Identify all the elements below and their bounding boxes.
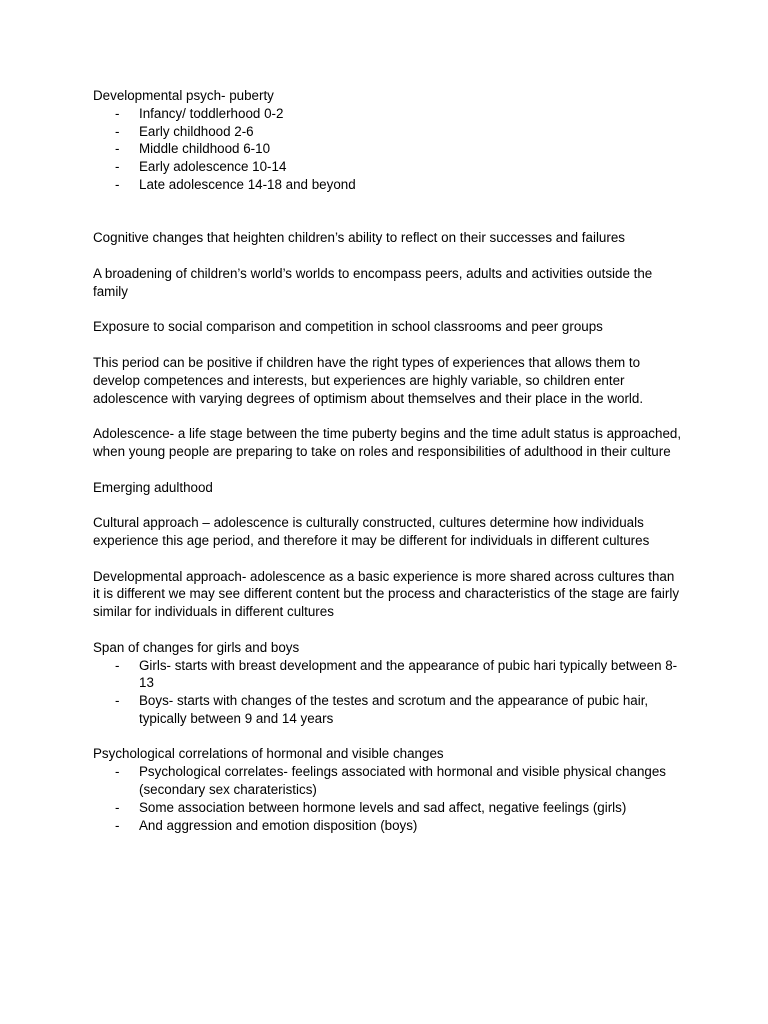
bullet-dash: - — [115, 141, 120, 157]
document-page — [93, 87, 683, 852]
span-item-text: Boys- starts with changes of the testes and scrotum and the appearance of pubic hair, typically between 9 and 14 years — [139, 693, 649, 726]
document-heading: Developmental psych- puberty — [93, 88, 274, 103]
paragraph-social-comparison: Exposure to social comparison and competition in school classrooms and peer groups — [93, 319, 603, 335]
list-item — [93, 123, 683, 141]
paragraph-period-positive: This period can be positive if children have the right types of experiences that allows them to develop competences and interests, but experiences are highly variable, so children enter adolescence with varying degrees of optimism about themselves and their place in the world. — [93, 354, 644, 406]
paragraph-cognitive-changes: Cognitive changes that heighten children’s ability to reflect on their successes and failures — [93, 230, 625, 246]
paragraph-developmental-approach: Developmental approach- adolescence as a basic experience is more shared across cultures than it is different we may see different content but the process and characteristics of the stage are fairly similar for individuals in different cultures — [93, 568, 680, 620]
psych-item-text: Psychological correlates- feelings associated with hormonal and visible physical changes (secondary sex charateristics) — [139, 764, 666, 798]
paragraph-adolescence-definition: Adolescence- a life stage between the time puberty begins and the time adult status is approached, when young people are preparing to take on roles and responsibilities of adulthood in their culture — [93, 426, 682, 459]
bullet-dash: - — [115, 105, 120, 121]
span-list — [93, 657, 683, 728]
list-item — [93, 817, 683, 835]
bullet-dash: - — [115, 159, 120, 175]
span-item-text: Girls- starts with breast development and the appearance of pubic hari typically between 8-13 — [139, 657, 678, 691]
bullet-dash: - — [115, 176, 120, 192]
span-heading: Span of changes for girls and boys — [93, 639, 300, 655]
paragraph-broadening-world: A broadening of children’s world’s worlds to encompass peers, adults and activities outside the family — [93, 265, 653, 299]
stage-item-text: Early childhood 2-6 — [139, 123, 254, 139]
bullet-dash: - — [115, 817, 120, 833]
list-item — [93, 657, 683, 693]
psych-list — [93, 763, 683, 834]
list-item — [93, 176, 683, 194]
list-item — [93, 158, 683, 176]
list-item — [93, 763, 683, 799]
list-item — [93, 692, 683, 728]
list-item — [93, 105, 683, 123]
bullet-dash: - — [115, 799, 120, 815]
psych-item-text: And aggression and emotion disposition (boys) — [139, 817, 418, 833]
stage-item-text: Middle childhood 6-10 — [139, 141, 271, 157]
bullet-dash: - — [115, 123, 120, 139]
paragraph-cultural-approach: Cultural approach – adolescence is culturally constructed, cultures determine how individuals experience this age period, and therefore it may be different for individuals in different cultures — [93, 515, 650, 548]
psych-item-text: Some association between hormone levels and sad affect, negative feelings (girls) — [139, 799, 627, 815]
psych-heading: Psychological correlations of hormonal and visible changes — [93, 746, 444, 762]
bullet-dash: - — [115, 764, 120, 780]
stage-item-text: Infancy/ toddlerhood 0-2 — [139, 105, 284, 121]
stages-list — [93, 105, 683, 194]
bullet-dash: - — [115, 693, 120, 709]
stage-item-text: Early adolescence 10-14 — [139, 159, 287, 175]
list-item — [93, 799, 683, 817]
stage-item-text: Late adolescence 14-18 and beyond — [139, 176, 356, 192]
bullet-dash: - — [115, 657, 120, 673]
list-item — [93, 140, 683, 158]
paragraph-emerging-adulthood: Emerging adulthood — [93, 479, 213, 495]
